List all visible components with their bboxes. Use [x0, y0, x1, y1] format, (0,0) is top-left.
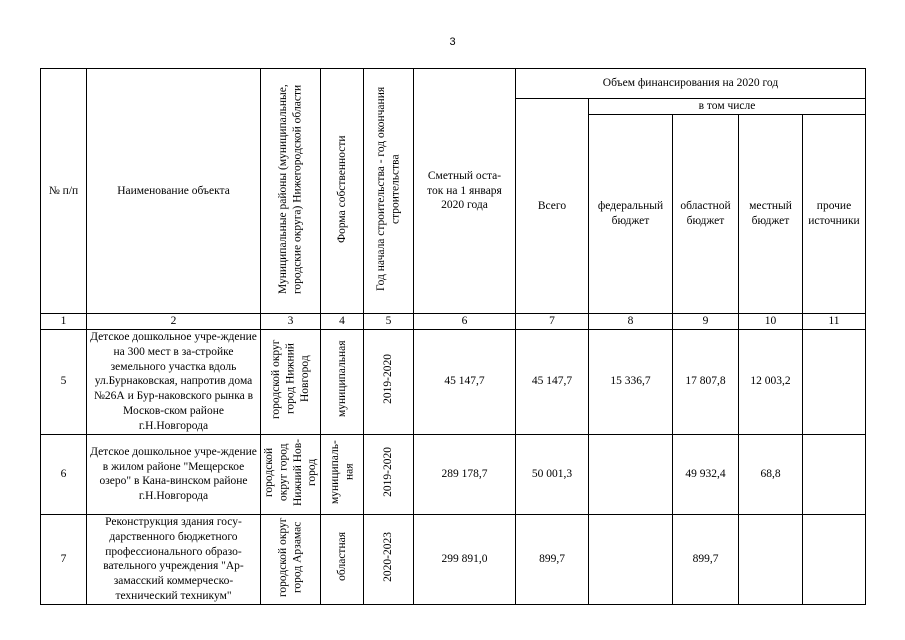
- row-num: 7: [41, 514, 87, 604]
- row-total: 899,7: [516, 514, 589, 604]
- col-number: 6: [414, 314, 516, 330]
- col-number: 10: [739, 314, 803, 330]
- row-district-text: городской округ город Нижний Нов-город: [262, 438, 318, 506]
- row-total: 50 001,3: [516, 434, 589, 514]
- row-remainder: 45 147,7: [414, 329, 516, 434]
- header-federal: федеральный бюджет: [589, 115, 673, 314]
- row-num: 5: [41, 329, 87, 434]
- row-other: [803, 434, 866, 514]
- header-years: [364, 69, 414, 314]
- col-number: 4: [321, 314, 364, 330]
- row-years: [364, 329, 414, 434]
- col-number: 5: [364, 314, 414, 330]
- financing-table: [40, 68, 866, 605]
- row-object-name: Детское дошкольное учре-ждение в жилом районе "Мещерское озеро" в Кана-винском районе г.Н.Новгорода: [87, 434, 261, 514]
- header-local: местный бюджет: [739, 115, 803, 314]
- row-district: [261, 434, 321, 514]
- row-regional: 899,7: [673, 514, 739, 604]
- row-local: 68,8: [739, 434, 803, 514]
- row-federal: 15 336,7: [589, 329, 673, 434]
- header-district-text: Муниципальные районы (муниципальные, городские округа) Нижегородской области: [277, 83, 304, 294]
- header-total: Всего: [516, 99, 589, 314]
- col-number: 1: [41, 314, 87, 330]
- row-district: [261, 514, 321, 604]
- col-number: 3: [261, 314, 321, 330]
- col-number: 8: [589, 314, 673, 330]
- row-remainder: 299 891,0: [414, 514, 516, 604]
- row-ownership-text: муниципаль-ная: [328, 439, 355, 504]
- row-total: 45 147,7: [516, 329, 589, 434]
- row-years-text: 2020-2023: [382, 531, 395, 582]
- row-regional: 49 932,4: [673, 434, 739, 514]
- col-number: 2: [87, 314, 261, 330]
- row-remainder: 289 178,7: [414, 434, 516, 514]
- header-other: прочие источники: [803, 115, 866, 314]
- row-federal: [589, 434, 673, 514]
- header-years-text: Год начала строительства - год окончания строительства: [375, 86, 402, 291]
- row-years-text: 2019-2020: [382, 446, 395, 497]
- table-row: [41, 329, 866, 434]
- row-num: 6: [41, 434, 87, 514]
- header-ownership-text: Форма собственности: [335, 134, 348, 243]
- header-remainder-text: Сметный оста-ток на 1 января 2020 года: [427, 169, 502, 212]
- row-object-name: Детское дошкольное учре-ждение на 300 мест в за-стройке земельного участка вдоль ул.Бурнаковская, напротив дома №26А и Бур-наковского рынка в Москов-ском районе г.Н.Новгорода: [87, 329, 261, 434]
- row-local: 12 003,2: [739, 329, 803, 434]
- row-ownership-text: муниципальная: [335, 341, 348, 418]
- row-district-text: городской округ город Арзамас: [277, 517, 304, 597]
- col-number: 11: [803, 314, 866, 330]
- table-row: [41, 514, 866, 604]
- row-other: [803, 329, 866, 434]
- col-number: 7: [516, 314, 589, 330]
- row-years-text: 2019-2020: [382, 354, 395, 405]
- row-district: [261, 329, 321, 434]
- table-row: [41, 434, 866, 514]
- page-number: 3: [449, 36, 456, 48]
- row-regional: 17 807,8: [673, 329, 739, 434]
- row-ownership-text: областная: [335, 532, 348, 582]
- header-row-1: [41, 69, 866, 99]
- header-including: в том числе: [589, 99, 866, 115]
- header-remainder: [414, 69, 516, 314]
- row-local: [739, 514, 803, 604]
- row-years: [364, 434, 414, 514]
- row-object-name: Реконструкция здания госу-дарственного бюджетного профессионального образо-вательного учреждения "Ар-замасский коммерческо-технический техникум": [87, 514, 261, 604]
- row-ownership: [321, 329, 364, 434]
- row-district-text: городской округ город Нижний Новгород: [269, 339, 311, 420]
- row-other: [803, 514, 866, 604]
- row-years: [364, 514, 414, 604]
- column-number-row: [41, 314, 866, 330]
- header-funding: Объем финансирования на 2020 год: [516, 69, 866, 99]
- row-ownership: [321, 514, 364, 604]
- header-regional: областной бюджет: [673, 115, 739, 314]
- header-district: [261, 69, 321, 314]
- header-name: Наименование объекта: [87, 69, 261, 314]
- header-num: № п/п: [41, 69, 87, 314]
- row-federal: [589, 514, 673, 604]
- header-ownership: [321, 69, 364, 314]
- row-ownership: [321, 434, 364, 514]
- col-number: 9: [673, 314, 739, 330]
